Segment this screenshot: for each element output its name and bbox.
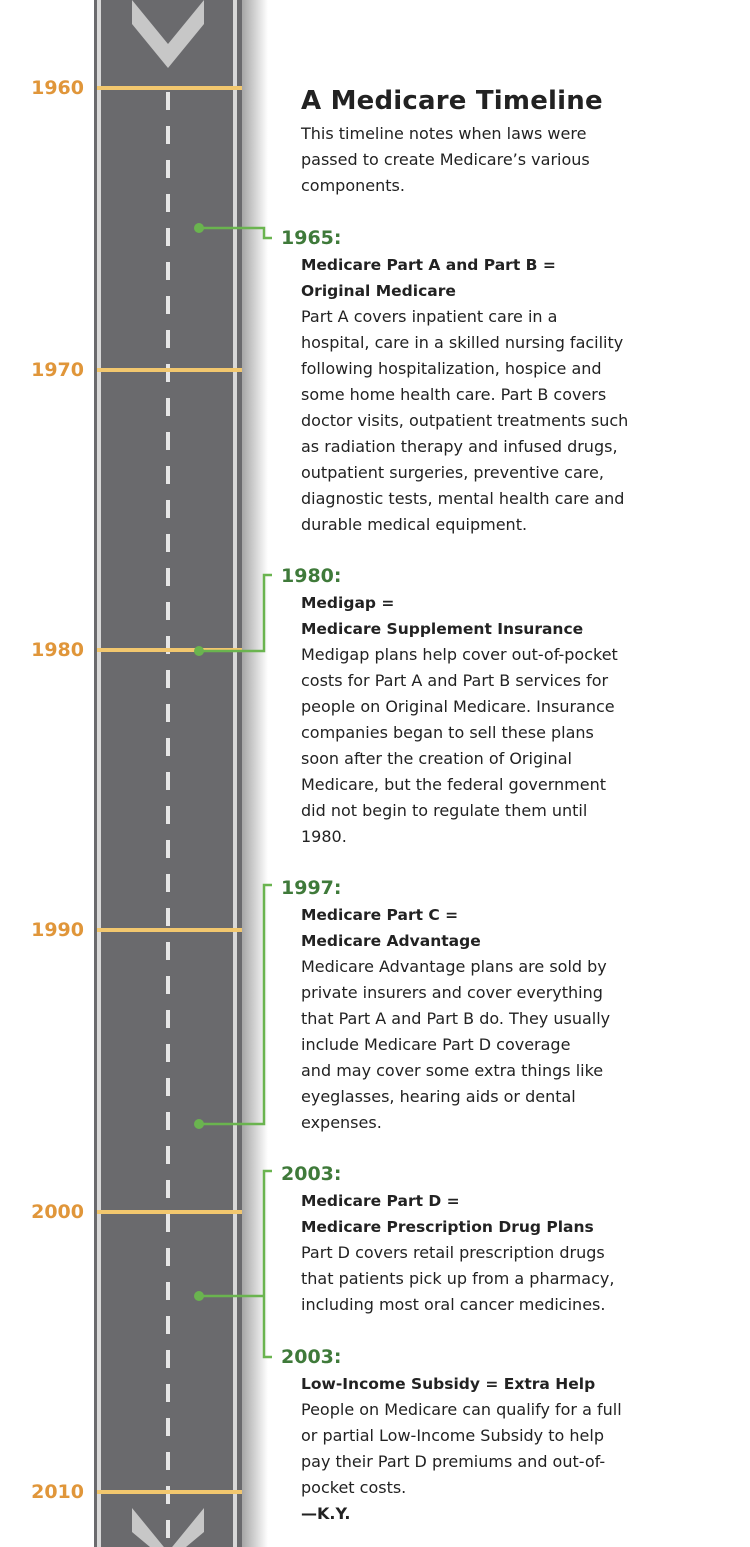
event-desc-line: 1980.	[301, 827, 347, 846]
event-desc-line: costs for Part A and Part B services for	[301, 671, 609, 690]
road-dash	[166, 874, 170, 892]
event-title	[301, 902, 661, 954]
intro-line: passed to create Medicare’s various	[301, 150, 590, 169]
intro-text	[301, 121, 631, 199]
road-dash	[166, 1112, 170, 1130]
event-desc-line: that Part A and Part B do. They usually	[301, 1009, 611, 1028]
event-desc-line: doctor visits, outpatient treatments such	[301, 411, 629, 430]
road-dash	[166, 262, 170, 280]
event-desc-line: did not begin to regulate them until	[301, 801, 588, 820]
event-desc-line: soon after the creation of Original	[301, 749, 572, 768]
event-description	[301, 1240, 663, 1318]
road-dash	[166, 1044, 170, 1062]
event-marker-dot	[194, 646, 204, 656]
event-desc-line: durable medical equipment.	[301, 515, 528, 534]
road-dash	[166, 1146, 170, 1164]
event-marker-dot	[194, 1119, 204, 1129]
event-year: 2003:	[281, 1163, 342, 1185]
decade-line	[97, 928, 242, 932]
event-year: 1997:	[281, 877, 342, 899]
event-desc-line: outpatient surgeries, preventive care,	[301, 463, 604, 482]
road-dash	[166, 1486, 170, 1504]
decade-label-2000: 2000	[31, 1201, 84, 1223]
road-dash	[166, 738, 170, 756]
road-dash	[166, 806, 170, 824]
event-desc-line: Part D covers retail prescription drugs	[301, 1243, 605, 1262]
road-dash	[166, 602, 170, 620]
event-desc-line: following hospitalization, hospice and	[301, 359, 602, 378]
event-desc-line: Medicare Advantage plans are sold by	[301, 957, 607, 976]
road-dash	[166, 160, 170, 178]
event-desc-line: Medigap plans help cover out-of-pocket	[301, 645, 618, 664]
road-dash	[166, 942, 170, 960]
road-dash	[166, 670, 170, 688]
event-desc-line: and may cover some extra things like	[301, 1061, 604, 1080]
event-title	[301, 252, 661, 304]
author-signature: —K.Y.	[301, 1504, 351, 1523]
event-year: 1965:	[281, 227, 342, 249]
road-dash	[166, 432, 170, 450]
road-dash	[166, 534, 170, 552]
decade-label-2010: 2010	[31, 1481, 84, 1503]
road-dash	[166, 772, 170, 790]
event-title-line: Original Medicare	[301, 282, 456, 300]
event-title	[301, 1188, 661, 1240]
event-year: 1980:	[281, 565, 342, 587]
road-dash	[166, 228, 170, 246]
road-dash	[166, 1350, 170, 1368]
road-dash	[166, 704, 170, 722]
event-title-line: Medicare Part A and Part B =	[301, 256, 556, 274]
event-desc-line: companies began to sell these plans	[301, 723, 594, 742]
event-desc-line: eyeglasses, hearing aids or dental	[301, 1087, 576, 1106]
event-desc-line: diagnostic tests, mental health care and	[301, 489, 625, 508]
road-dash	[166, 1452, 170, 1470]
event-desc-line: include Medicare Part D coverage	[301, 1035, 571, 1054]
road-dash	[166, 1384, 170, 1402]
event-title	[301, 590, 661, 642]
road-dash	[166, 1248, 170, 1266]
event-description	[301, 642, 663, 850]
road-dash	[166, 1282, 170, 1300]
road-dash	[166, 568, 170, 586]
road-dash	[166, 1214, 170, 1232]
road-dash	[166, 194, 170, 212]
event-description	[301, 304, 663, 538]
event-title-line: Low-Income Subsidy = Extra Help	[301, 1375, 596, 1393]
road-edge-right	[233, 0, 237, 1547]
road-dash	[166, 92, 170, 110]
event-desc-line: pay their Part D premiums and out-of-	[301, 1452, 606, 1471]
road-center-dashes	[166, 92, 170, 1538]
event-desc-line: expenses.	[301, 1113, 382, 1132]
decade-label-1990: 1990	[31, 919, 84, 941]
event-desc-line: people on Original Medicare. Insurance	[301, 697, 615, 716]
event-desc-line: that patients pick up from a pharmacy,	[301, 1269, 615, 1288]
event-marker-dot	[194, 1291, 204, 1301]
decade-label-1960: 1960	[31, 77, 84, 99]
road-dash	[166, 1010, 170, 1028]
event-desc-line: as radiation therapy and infused drugs,	[301, 437, 618, 456]
event-description	[301, 1397, 663, 1527]
road-dash	[166, 908, 170, 926]
road-dash	[166, 840, 170, 858]
event-description	[301, 954, 663, 1136]
decade-line	[97, 86, 242, 90]
decade-line	[97, 1490, 242, 1494]
decade-line	[97, 368, 242, 372]
decade-label-1980: 1980	[31, 639, 84, 661]
road-dash	[166, 976, 170, 994]
event-desc-line: some home health care. Part B covers	[301, 385, 607, 404]
event-desc-line: hospital, care in a skilled nursing facility	[301, 333, 624, 352]
event-year: 2003:	[281, 1346, 342, 1368]
event-desc-line: People on Medicare can qualify for a full	[301, 1400, 622, 1419]
road-dash	[166, 466, 170, 484]
event-desc-line: or partial Low-Income Subsidy to help	[301, 1426, 604, 1445]
decade-label-1970: 1970	[31, 359, 84, 381]
road-dash	[166, 500, 170, 518]
event-desc-line: private insurers and cover everything	[301, 983, 603, 1002]
road-dash	[166, 296, 170, 314]
event-title-line: Medicare Advantage	[301, 932, 481, 950]
intro-line: components.	[301, 176, 405, 195]
road-dash	[166, 1078, 170, 1096]
event-desc-line-text: pocket costs.	[301, 1478, 407, 1497]
page-title: A Medicare Timeline	[301, 86, 603, 116]
road-dash	[166, 1180, 170, 1198]
road-dash	[166, 126, 170, 144]
event-title-line: Medicare Part D =	[301, 1192, 460, 1210]
event-marker-dot	[194, 223, 204, 233]
event-desc-line: Part A covers inpatient care in a	[301, 307, 558, 326]
road-dash	[166, 330, 170, 348]
event-title-line: Medicare Prescription Drug Plans	[301, 1218, 594, 1236]
road-dash	[166, 1316, 170, 1334]
event-title-line: Medicare Supplement Insurance	[301, 620, 584, 638]
event-desc-line: including most oral cancer medicines.	[301, 1295, 606, 1314]
road-dash	[166, 1418, 170, 1436]
event-desc-line	[301, 1475, 663, 1527]
road-edge-left	[97, 0, 101, 1547]
event-title-line: Medigap =	[301, 594, 395, 612]
road-dash	[166, 398, 170, 416]
road-dash	[166, 364, 170, 382]
event-desc-line: Medicare, but the federal government	[301, 775, 607, 794]
decade-line	[97, 1210, 242, 1214]
intro-line: This timeline notes when laws were	[301, 124, 587, 143]
road-dash	[166, 1520, 170, 1538]
event-title	[301, 1371, 661, 1397]
event-title-line: Medicare Part C =	[301, 906, 459, 924]
